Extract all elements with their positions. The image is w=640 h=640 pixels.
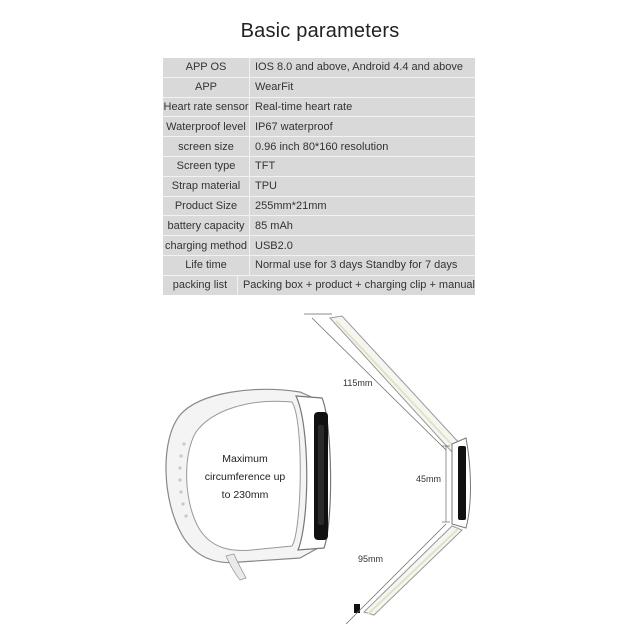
spec-key: Product Size — [163, 197, 250, 216]
spec-key: screen size — [163, 137, 250, 156]
spec-value: Normal use for 3 days Standby for 7 days — [255, 259, 458, 272]
spec-value: IOS 8.0 and above, Android 4.4 and above — [255, 61, 463, 74]
spec-key: battery capacity — [163, 216, 250, 235]
dimension-label-middle: 45mm — [416, 474, 442, 484]
spec-value: TPU — [255, 180, 277, 193]
spec-value: Packing box + product + charging clip + manual — [242, 279, 475, 292]
spec-key: Heart rate sensor — [163, 98, 250, 117]
spec-key: packing list — [163, 276, 238, 295]
spec-key: charging method — [163, 236, 250, 255]
dimension-label-upper: 115mm — [343, 378, 373, 388]
spec-value: Real-time heart rate — [255, 100, 353, 113]
circumference-line: circumference up — [204, 471, 286, 483]
circumference-note — [190, 450, 300, 504]
spec-key: APP — [163, 78, 250, 97]
spec-key: Waterproof level — [163, 117, 250, 136]
circumference-line: Maximum — [222, 453, 268, 465]
dimension-label-lower: 95mm — [358, 554, 384, 564]
spec-key: Strap material — [163, 177, 250, 196]
spec-value: 255mm*21mm — [255, 199, 327, 212]
spec-key: APP OS — [163, 58, 250, 77]
page-title: Basic parameters — [240, 20, 400, 42]
spec-key: Life time — [163, 256, 250, 275]
spec-value: TFT — [255, 160, 276, 173]
spec-value: IP67 waterproof — [255, 120, 333, 133]
spec-value: 0.96 inch 80*160 resolution — [255, 140, 389, 153]
spec-value: 85 mAh — [255, 219, 293, 232]
spec-value: USB2.0 — [255, 239, 293, 252]
spec-key: Screen type — [163, 157, 250, 176]
circumference-line: to 230mm — [221, 489, 269, 501]
spec-value: WearFit — [255, 81, 294, 94]
